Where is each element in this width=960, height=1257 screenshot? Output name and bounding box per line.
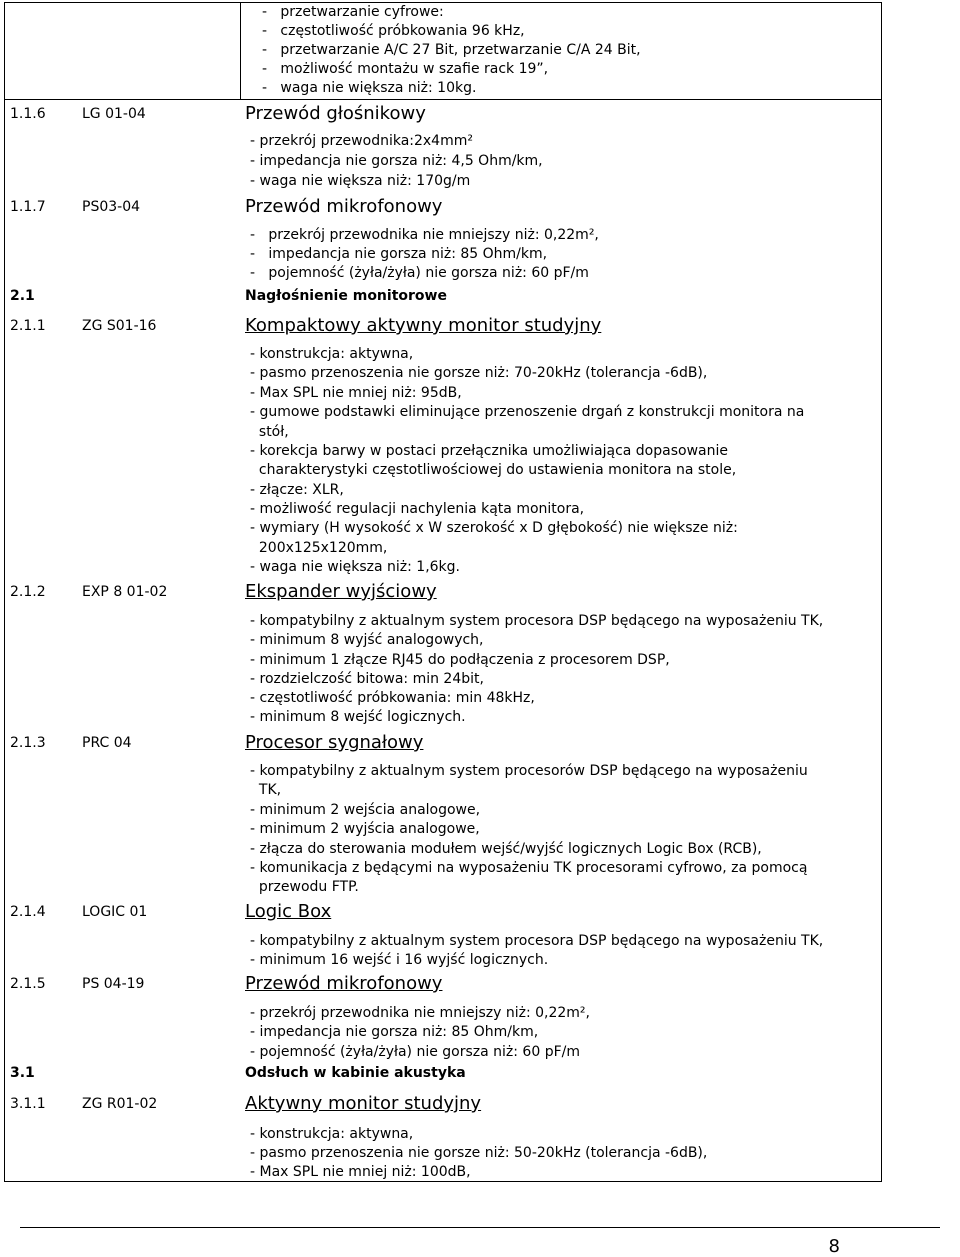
section-title: Przewód mikrofonowy: [245, 973, 443, 994]
section-number: 1.1.6: [10, 106, 46, 122]
section-title: Aktywny monitor studyjny: [245, 1093, 482, 1114]
section-number: 3.1.1: [10, 1096, 46, 1112]
section-title: Logic Box: [245, 901, 332, 922]
section-title: Kompaktowy aktywny monitor studyjny: [245, 315, 602, 336]
list-item: - korekcja barwy w postaci przełącznika umożliwiająca dopasowanie: [250, 443, 728, 459]
list-item: - pasmo przenoszenia nie gorsze niż: 50-20kHz (tolerancja -6dB),: [250, 1145, 708, 1161]
list-item: - komunikacja z będącymi na wyposażeniu TK procesorami cyfrowo, za pomocą: [250, 860, 808, 876]
list-item: - minimum 2 wejścia analogowe,: [250, 802, 481, 818]
list-item: - Max SPL nie mniej niż: 100dB,: [250, 1164, 471, 1180]
list-item: - minimum 16 wejść i 16 wyjść logicznych.: [250, 952, 549, 968]
list-item: - przekrój przewodnika nie mniejszy niż: 0,22m²,: [250, 227, 599, 243]
list-item: - konstrukcja: aktywna,: [250, 346, 414, 362]
section-number: 2.1.3: [10, 735, 46, 751]
section-title: Ekspander wyjściowy: [245, 581, 437, 602]
list-item: charakterystyki częstotliwościowej do ustawienia monitora na stole,: [250, 462, 737, 478]
section-code: PS 04-19: [82, 976, 145, 992]
heading-number: 3.1: [10, 1065, 35, 1081]
page-number: 8: [828, 1236, 840, 1257]
list-item: - rozdzielczość bitowa: min 24bit,: [250, 671, 484, 687]
list-item: - możliwość regulacji nachylenia kąta monitora,: [250, 501, 585, 517]
section-title: Procesor sygnałowy: [245, 732, 424, 753]
list-item: - przekrój przewodnika:2x4mm²: [250, 133, 473, 149]
list-item: - minimum 8 wejść logicznych.: [250, 709, 466, 725]
section-title: Przewód mikrofonowy: [245, 196, 443, 217]
list-item: stół,: [250, 424, 289, 440]
list-item: - kompatybilny z aktualnym system procesora DSP będącego na wyposażeniu TK,: [250, 613, 824, 629]
section-code: PRC 04: [82, 735, 132, 751]
heading-number: 2.1: [10, 288, 35, 304]
list-item: - konstrukcja: aktywna,: [250, 1126, 414, 1142]
section-title: Przewód głośnikowy: [245, 103, 426, 124]
section-code: LG 01-04: [82, 106, 146, 122]
list-item: - wymiary (H wysokość x W szerokość x D głębokość) nie większe niż:: [250, 520, 738, 536]
list-item: - kompatybilny z aktualnym system procesorów DSP będącego na wyposażeniu: [250, 763, 808, 779]
list-item: - przekrój przewodnika nie mniejszy niż: 0,22m²,: [250, 1005, 590, 1021]
list-item: - częstotliwość próbkowania 96 kHz,: [262, 23, 525, 39]
section-code: EXP 8 01-02: [82, 584, 168, 600]
section-number: 2.1.1: [10, 318, 46, 334]
list-item: - pasmo przenoszenia nie gorsze niż: 70-20kHz (tolerancja -6dB),: [250, 365, 708, 381]
list-item: - minimum 8 wyjść analogowych,: [250, 632, 484, 648]
list-item: - gumowe podstawki eliminujące przenoszenie drgań z konstrukcji monitora na: [250, 404, 805, 420]
list-item: - częstotliwość próbkowania: min 48kHz,: [250, 690, 535, 706]
heading-title: Odsłuch w kabinie akustyka: [245, 1065, 466, 1081]
list-item: - pojemność (żyła/żyła) nie gorsza niż: 60 pF/m: [250, 1044, 580, 1060]
list-item: - kompatybilny z aktualnym system procesora DSP będącego na wyposażeniu TK,: [250, 933, 824, 949]
list-item: - Max SPL nie mniej niż: 95dB,: [250, 385, 462, 401]
table-top-column-divider: [240, 2, 241, 99]
list-item: 200x125x120mm,: [250, 540, 388, 556]
section-code: LOGIC 01: [82, 904, 148, 920]
list-item: - minimum 1 złącze RJ45 do podłączenia z procesorem DSP,: [250, 652, 670, 668]
list-item: - możliwość montażu w szafie rack 19”,: [262, 61, 549, 77]
list-item: - złącze: XLR,: [250, 482, 344, 498]
section-number: 2.1.5: [10, 976, 46, 992]
list-item: - minimum 2 wyjścia analogowe,: [250, 821, 480, 837]
list-item: - impedancja nie gorsza niż: 85 Ohm/km,: [250, 1024, 539, 1040]
section-number: 2.1.2: [10, 584, 46, 600]
table-top-row-divider: [4, 99, 882, 100]
section-number: 1.1.7: [10, 199, 46, 215]
section-code: ZG S01-16: [82, 318, 157, 334]
list-item: - złącza do sterowania modułem wejść/wyjść logicznych Logic Box (RCB),: [250, 841, 762, 857]
list-item: - przetwarzanie A/C 27 Bit, przetwarzanie C/A 24 Bit,: [262, 42, 641, 58]
list-item: - waga nie większa niż: 170g/m: [250, 173, 471, 189]
section-code: PS03-04: [82, 199, 141, 215]
list-item: przewodu FTP.: [250, 879, 359, 895]
list-item: - impedancja nie gorsza niż: 4,5 Ohm/km,: [250, 153, 543, 169]
list-item: - pojemność (żyła/żyła) nie gorsza niż: 60 pF/m: [250, 265, 589, 281]
heading-title: Nagłośnienie monitorowe: [245, 288, 447, 304]
section-code: ZG R01-02: [82, 1096, 158, 1112]
list-item: TK,: [250, 782, 282, 798]
list-item: - waga nie większa niż: 10kg.: [262, 80, 477, 96]
footer-rule: [20, 1227, 940, 1228]
section-number: 2.1.4: [10, 904, 46, 920]
list-item: - waga nie większa niż: 1,6kg.: [250, 559, 460, 575]
list-item: - przetwarzanie cyfrowe:: [262, 4, 444, 20]
list-item: - impedancja nie gorsza niż: 85 Ohm/km,: [250, 246, 548, 262]
